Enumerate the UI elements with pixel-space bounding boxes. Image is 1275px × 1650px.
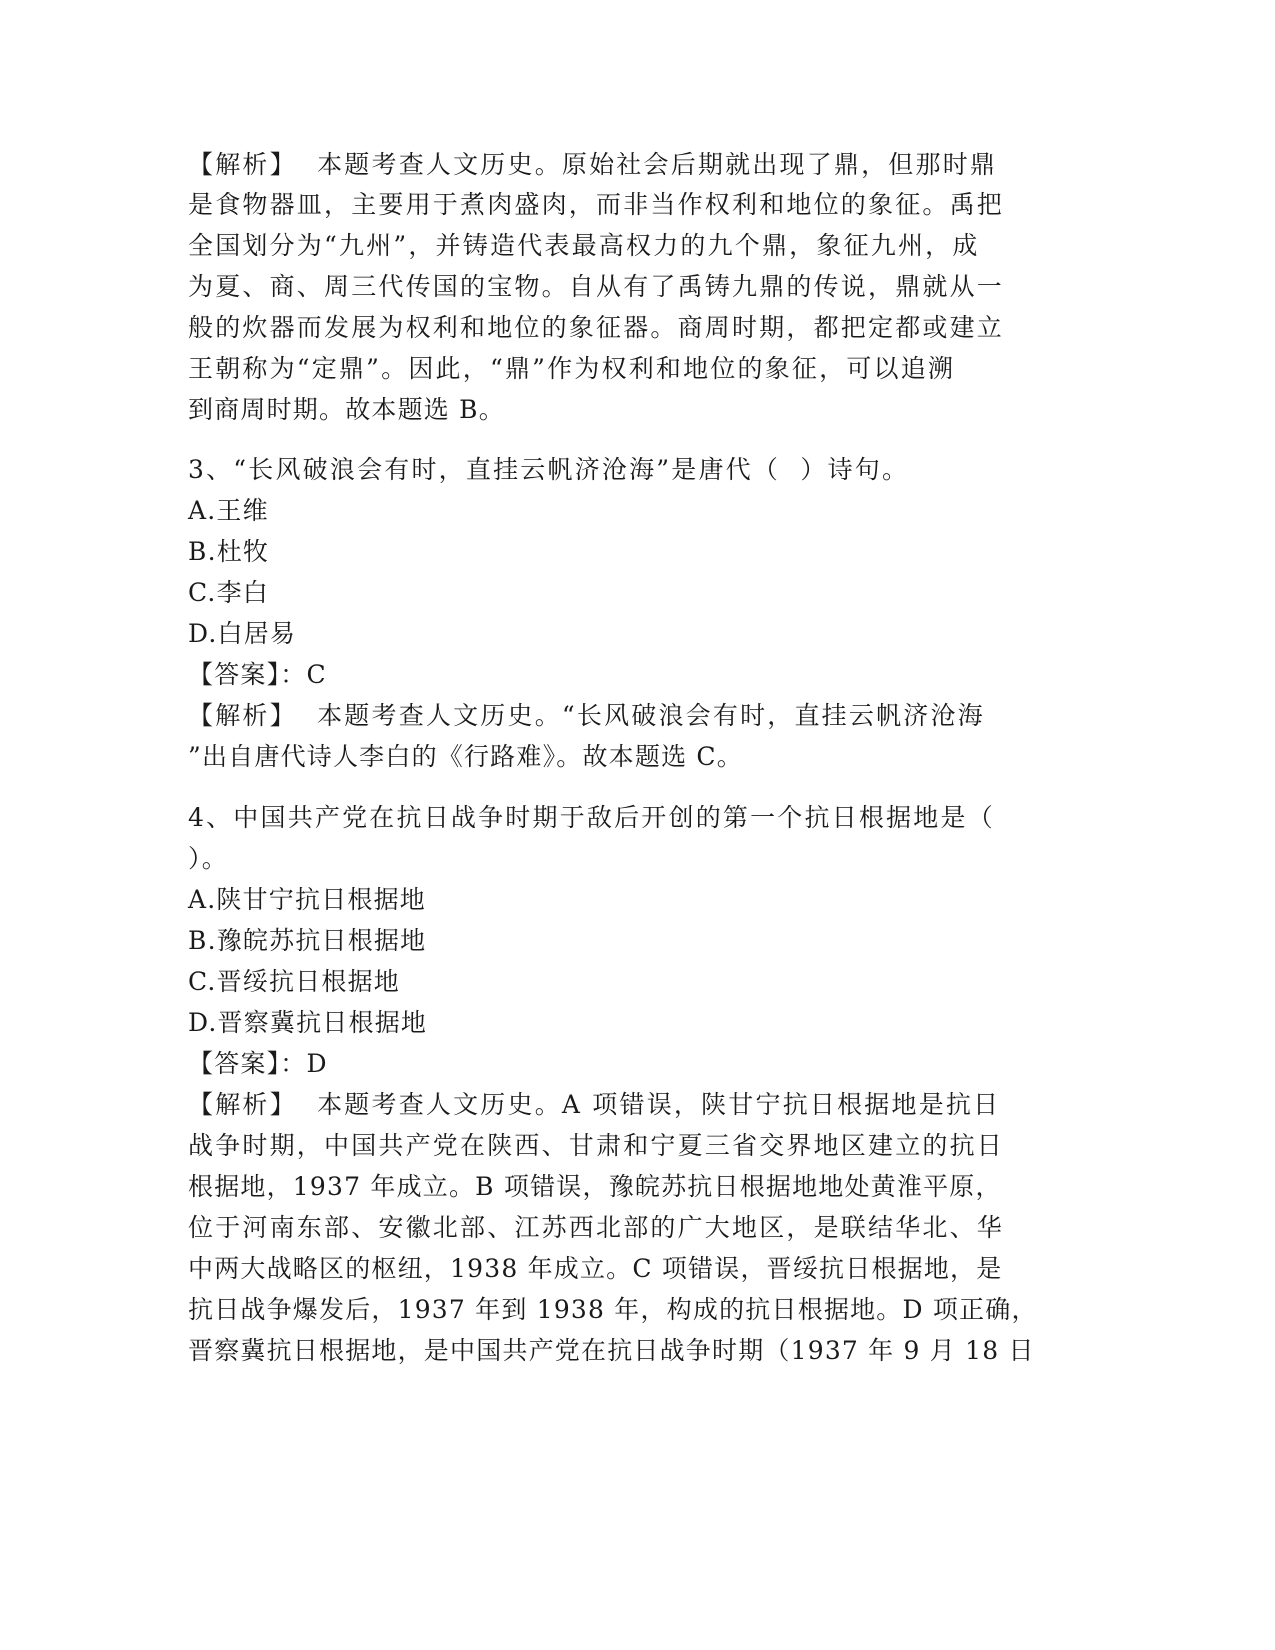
q4-answer: 【答案】：D — [188, 1049, 328, 1078]
q2-analysis-line: 到商周时期。故本题选 B。 — [188, 395, 505, 424]
q2-analysis-line: 般的炊器而发展为权利和地位的象征器。商周时期，都把定都或建立 — [188, 313, 1005, 342]
q2-analysis-line: 为夏、商、周三代传国的宝物。自从有了禹铸九鼎的传说，鼎就从一 — [188, 272, 1005, 301]
q4-question-line: 4、中国共产党在抗日战争时期于敌后开创的第一个抗日根据地是（ — [188, 803, 995, 832]
q3-option-b: B.杜牧 — [188, 537, 270, 566]
q3-question: 3、“长风破浪会有时，直挂云帆济沧海”是唐代（ ）诗句。 — [188, 455, 910, 484]
q4-analysis-line: 中两大战略区的枢纽，1938 年成立。C 项错误，晋绥抗日根据地，是 — [188, 1254, 1003, 1283]
q4-analysis-line: 战争时期，中国共产党在陕西、甘肃和宁夏三省交界地区建立的抗日 — [188, 1131, 1005, 1160]
q4-option-c: C.晋绥抗日根据地 — [188, 967, 400, 996]
q4-analysis-line: 位于河南东部、安徽北部、江苏西北部的广大地区，是联结华北、华 — [188, 1213, 1005, 1242]
q4-question-line: ）。 — [188, 844, 228, 873]
q2-analysis-line: 全国划分为“九州”，并铸造代表最高权力的九个鼎，象征九州，成 — [188, 231, 980, 260]
q3-analysis-line: 【解析】 本题考查人文历史。“长风破浪会有时，直挂云帆济沧海 — [188, 701, 985, 730]
q4-option-d: D.晋察冀抗日根据地 — [188, 1008, 428, 1037]
q3-option-a: A.王维 — [188, 496, 269, 525]
q2-analysis-line: 王朝称为“定鼎”。因此，“鼎”作为权利和地位的象征，可以追溯 — [188, 354, 956, 383]
q2-analysis-line: 是食物器皿，主要用于煮肉盛肉，而非当作权利和地位的象征。禹把 — [188, 190, 1005, 219]
q3-analysis-line: ”出自唐代诗人李白的《行路难》。故本题选 C。 — [188, 742, 743, 771]
q4-analysis-line: 抗日战争爆发后，1937 年到 1938 年，构成的抗日根据地。D 项正确， — [188, 1295, 1038, 1324]
q3-answer: 【答案】：C — [188, 660, 327, 689]
q4-analysis-line: 晋察冀抗日根据地，是中国共产党在抗日战争时期（1937 年 9 月 18 日 — [188, 1336, 1035, 1365]
q4-option-a: A.陕甘宁抗日根据地 — [188, 885, 427, 914]
q4-analysis-line: 【解析】 本题考查人文历史。A 项错误，陕甘宁抗日根据地是抗日 — [188, 1090, 1001, 1119]
q3-option-c: C.李白 — [188, 578, 269, 607]
q3-option-d: D.白居易 — [188, 619, 297, 648]
q4-option-b: B.豫皖苏抗日根据地 — [188, 926, 427, 955]
q2-analysis-line: 【解析】 本题考查人文历史。原始社会后期就出现了鼎，但那时鼎 — [188, 150, 998, 179]
q4-analysis-line: 根据地，1937 年成立。B 项错误，豫皖苏抗日根据地地处黄淮平原， — [188, 1172, 1002, 1201]
